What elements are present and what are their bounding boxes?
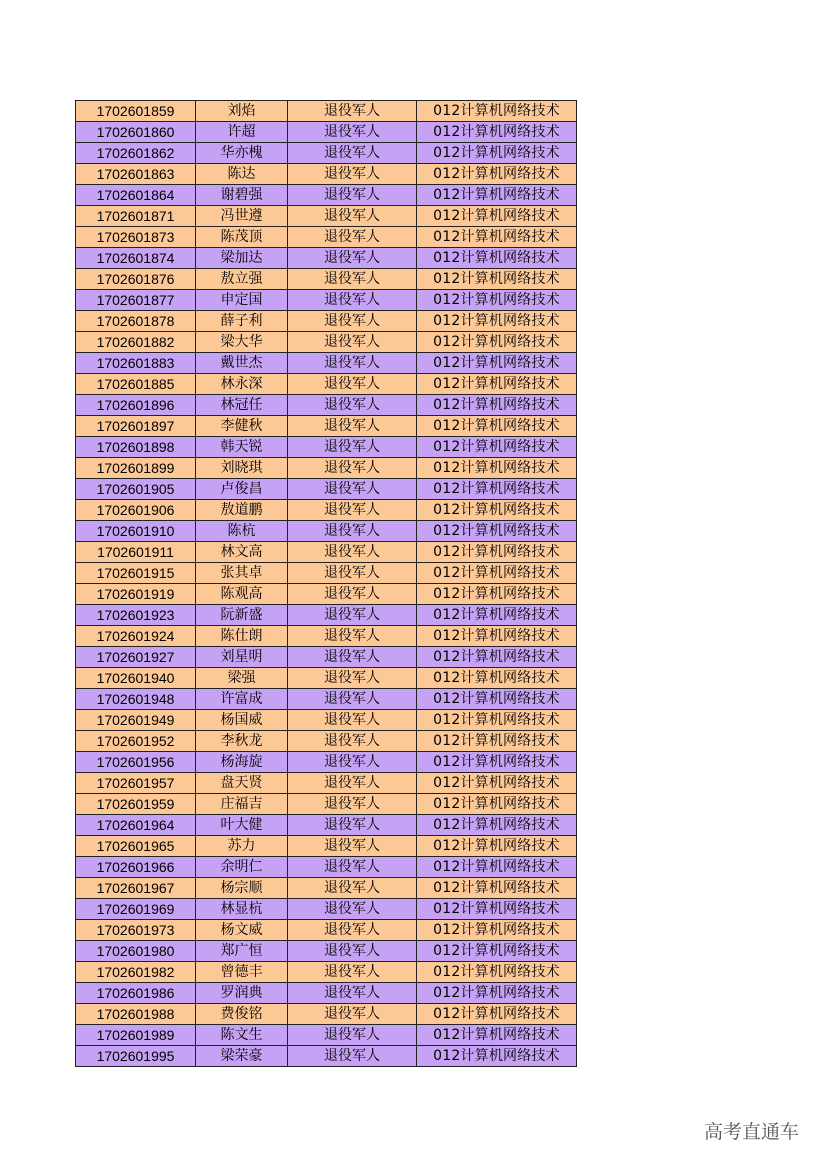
major-cell: 012计算机网络技术 [417,983,577,1003]
student-id-cell: 1702601878 [76,311,196,331]
category-cell: 退役军人 [288,1025,417,1045]
student-name-cell: 余明仁 [196,857,288,877]
student-id-cell: 1702601859 [76,101,196,121]
table-row [76,185,577,206]
student-name-cell: 杨国威 [196,710,288,730]
student-name-cell: 李秋龙 [196,731,288,751]
student-id-cell: 1702601863 [76,164,196,184]
student-id-cell: 1702601969 [76,899,196,919]
table-row [76,941,577,962]
student-name-cell: 刘星明 [196,647,288,667]
category-cell: 退役军人 [288,563,417,583]
student-id-cell: 1702601973 [76,920,196,940]
major-cell: 012计算机网络技术 [417,857,577,877]
major-cell: 012计算机网络技术 [417,815,577,835]
student-name-cell: 杨文威 [196,920,288,940]
student-name-cell: 阮新盛 [196,605,288,625]
student-name-cell: 谢碧强 [196,185,288,205]
major-cell: 012计算机网络技术 [417,941,577,961]
category-cell: 退役军人 [288,227,417,247]
student-id-cell: 1702601982 [76,962,196,982]
category-cell: 退役军人 [288,374,417,394]
major-cell: 012计算机网络技术 [417,206,577,226]
student-id-cell: 1702601898 [76,437,196,457]
student-id-cell: 1702601919 [76,584,196,604]
student-id-cell: 1702601924 [76,626,196,646]
student-name-cell: 陈杭 [196,521,288,541]
student-id-cell: 1702601882 [76,332,196,352]
table-row [76,353,577,374]
major-cell: 012计算机网络技术 [417,395,577,415]
category-cell: 退役军人 [288,668,417,688]
category-cell: 退役军人 [288,143,417,163]
major-cell: 012计算机网络技术 [417,521,577,541]
major-cell: 012计算机网络技术 [417,290,577,310]
table-row [76,458,577,479]
student-name-cell: 杨海旋 [196,752,288,772]
major-cell: 012计算机网络技术 [417,1046,577,1066]
table-row [76,752,577,773]
major-cell: 012计算机网络技术 [417,689,577,709]
student-id-cell: 1702601877 [76,290,196,310]
student-name-cell: 陈茂顶 [196,227,288,247]
table-row [76,227,577,248]
category-cell: 退役军人 [288,836,417,856]
table-row [76,164,577,185]
student-id-cell: 1702601989 [76,1025,196,1045]
major-cell: 012计算机网络技术 [417,878,577,898]
major-cell: 012计算机网络技术 [417,794,577,814]
category-cell: 退役军人 [288,542,417,562]
major-cell: 012计算机网络技术 [417,332,577,352]
student-name-cell: 梁荣豪 [196,1046,288,1066]
student-name-cell: 韩天锐 [196,437,288,457]
table-row [76,731,577,752]
table-row [76,437,577,458]
category-cell: 退役军人 [288,731,417,751]
student-id-cell: 1702601864 [76,185,196,205]
category-cell: 退役军人 [288,899,417,919]
student-id-cell: 1702601906 [76,500,196,520]
table-row [76,794,577,815]
category-cell: 退役军人 [288,626,417,646]
category-cell: 退役军人 [288,269,417,289]
student-name-cell: 林冠任 [196,395,288,415]
category-cell: 退役军人 [288,101,417,121]
category-cell: 退役军人 [288,752,417,772]
student-id-cell: 1702601959 [76,794,196,814]
student-id-cell: 1702601897 [76,416,196,436]
category-cell: 退役军人 [288,311,417,331]
table-row [76,584,577,605]
student-name-cell: 卢俊昌 [196,479,288,499]
category-cell: 退役军人 [288,983,417,1003]
table-row [76,815,577,836]
major-cell: 012计算机网络技术 [417,269,577,289]
category-cell: 退役军人 [288,458,417,478]
major-cell: 012计算机网络技术 [417,584,577,604]
major-cell: 012计算机网络技术 [417,437,577,457]
student-name-cell: 梁强 [196,668,288,688]
table-row [76,206,577,227]
student-name-cell: 林显杭 [196,899,288,919]
student-id-cell: 1702601899 [76,458,196,478]
student-name-cell: 盘天贤 [196,773,288,793]
student-id-cell: 1702601980 [76,941,196,961]
category-cell: 退役军人 [288,794,417,814]
major-cell: 012计算机网络技术 [417,500,577,520]
major-cell: 012计算机网络技术 [417,1004,577,1024]
student-id-cell: 1702601896 [76,395,196,415]
major-cell: 012计算机网络技术 [417,731,577,751]
major-cell: 012计算机网络技术 [417,752,577,772]
student-name-cell: 叶大健 [196,815,288,835]
student-name-cell: 申定国 [196,290,288,310]
major-cell: 012计算机网络技术 [417,563,577,583]
category-cell: 退役军人 [288,878,417,898]
major-cell: 012计算机网络技术 [417,374,577,394]
student-id-cell: 1702601923 [76,605,196,625]
category-cell: 退役军人 [288,647,417,667]
category-cell: 退役军人 [288,500,417,520]
table-row [76,563,577,584]
table-row [76,101,577,122]
student-id-cell: 1702601949 [76,710,196,730]
category-cell: 退役军人 [288,521,417,541]
student-id-cell: 1702601905 [76,479,196,499]
category-cell: 退役军人 [288,437,417,457]
student-name-cell: 张其卓 [196,563,288,583]
category-cell: 退役军人 [288,248,417,268]
major-cell: 012计算机网络技术 [417,101,577,121]
category-cell: 退役军人 [288,962,417,982]
table-row [76,1025,577,1046]
student-name-cell: 刘晓琪 [196,458,288,478]
student-name-cell: 郑广恒 [196,941,288,961]
category-cell: 退役军人 [288,1004,417,1024]
student-name-cell: 罗润典 [196,983,288,1003]
major-cell: 012计算机网络技术 [417,311,577,331]
category-cell: 退役军人 [288,395,417,415]
category-cell: 退役军人 [288,353,417,373]
table-row [76,605,577,626]
student-id-cell: 1702601988 [76,1004,196,1024]
table-row [76,416,577,437]
student-id-cell: 1702601940 [76,668,196,688]
table-row [76,143,577,164]
table-row [76,122,577,143]
student-name-cell: 陈文生 [196,1025,288,1045]
student-id-cell: 1702601885 [76,374,196,394]
category-cell: 退役军人 [288,290,417,310]
student-name-cell: 曾德丰 [196,962,288,982]
student-id-cell: 1702601948 [76,689,196,709]
table-row [76,836,577,857]
student-name-cell: 林永深 [196,374,288,394]
table-row [76,920,577,941]
major-cell: 012计算机网络技术 [417,710,577,730]
category-cell: 退役军人 [288,164,417,184]
major-cell: 012计算机网络技术 [417,227,577,247]
student-name-cell: 林文高 [196,542,288,562]
category-cell: 退役军人 [288,416,417,436]
student-name-cell: 戴世杰 [196,353,288,373]
category-cell: 退役军人 [288,689,417,709]
student-name-cell: 刘焰 [196,101,288,121]
student-id-cell: 1702601873 [76,227,196,247]
student-name-cell: 庄福吉 [196,794,288,814]
table-row [76,1004,577,1025]
table-row [76,248,577,269]
major-cell: 012计算机网络技术 [417,668,577,688]
major-cell: 012计算机网络技术 [417,605,577,625]
major-cell: 012计算机网络技术 [417,416,577,436]
student-name-cell: 华亦槐 [196,143,288,163]
category-cell: 退役军人 [288,332,417,352]
table-row [76,857,577,878]
table-row [76,668,577,689]
major-cell: 012计算机网络技术 [417,962,577,982]
major-cell: 012计算机网络技术 [417,1025,577,1045]
student-id-cell: 1702601874 [76,248,196,268]
category-cell: 退役军人 [288,815,417,835]
student-name-cell: 许超 [196,122,288,142]
student-id-cell: 1702601915 [76,563,196,583]
student-name-cell: 杨宗顺 [196,878,288,898]
table-row [76,878,577,899]
major-cell: 012计算机网络技术 [417,899,577,919]
category-cell: 退役军人 [288,920,417,940]
student-id-cell: 1702601952 [76,731,196,751]
table-row [76,290,577,311]
student-id-cell: 1702601957 [76,773,196,793]
table-row [76,542,577,563]
student-id-cell: 1702601876 [76,269,196,289]
student-id-cell: 1702601862 [76,143,196,163]
major-cell: 012计算机网络技术 [417,626,577,646]
table-row [76,500,577,521]
major-cell: 012计算机网络技术 [417,836,577,856]
table-row [76,773,577,794]
major-cell: 012计算机网络技术 [417,164,577,184]
major-cell: 012计算机网络技术 [417,248,577,268]
table-row [76,647,577,668]
student-id-cell: 1702601860 [76,122,196,142]
table-row [76,689,577,710]
table-row [76,626,577,647]
table-row [76,332,577,353]
student-id-cell: 1702601910 [76,521,196,541]
major-cell: 012计算机网络技术 [417,143,577,163]
category-cell: 退役军人 [288,185,417,205]
student-id-cell: 1702601871 [76,206,196,226]
student-name-cell: 冯世遵 [196,206,288,226]
student-name-cell: 苏力 [196,836,288,856]
major-cell: 012计算机网络技术 [417,458,577,478]
major-cell: 012计算机网络技术 [417,185,577,205]
major-cell: 012计算机网络技术 [417,479,577,499]
student-name-cell: 敖道鹏 [196,500,288,520]
student-id-cell: 1702601911 [76,542,196,562]
category-cell: 退役军人 [288,479,417,499]
student-id-cell: 1702601966 [76,857,196,877]
category-cell: 退役军人 [288,857,417,877]
major-cell: 012计算机网络技术 [417,353,577,373]
major-cell: 012计算机网络技术 [417,647,577,667]
table-row [76,374,577,395]
student-name-cell: 梁大华 [196,332,288,352]
category-cell: 退役军人 [288,206,417,226]
major-cell: 012计算机网络技术 [417,122,577,142]
table-row [76,269,577,290]
category-cell: 退役军人 [288,941,417,961]
category-cell: 退役军人 [288,584,417,604]
table-row [76,395,577,416]
category-cell: 退役军人 [288,710,417,730]
table-row [76,311,577,332]
table-row [76,710,577,731]
student-name-cell: 薛子利 [196,311,288,331]
student-name-cell: 陈达 [196,164,288,184]
student-name-cell: 费俊铭 [196,1004,288,1024]
major-cell: 012计算机网络技术 [417,920,577,940]
student-name-cell: 陈观高 [196,584,288,604]
student-id-cell: 1702601965 [76,836,196,856]
category-cell: 退役军人 [288,1046,417,1066]
student-id-cell: 1702601967 [76,878,196,898]
student-id-cell: 1702601986 [76,983,196,1003]
student-name-cell: 李健秋 [196,416,288,436]
student-name-cell: 陈仕朗 [196,626,288,646]
student-table [75,100,577,1067]
table-row [76,899,577,920]
student-id-cell: 1702601995 [76,1046,196,1066]
category-cell: 退役军人 [288,122,417,142]
table-row [76,983,577,1004]
student-id-cell: 1702601956 [76,752,196,772]
category-cell: 退役军人 [288,605,417,625]
table-row [76,1046,577,1067]
major-cell: 012计算机网络技术 [417,773,577,793]
table-row [76,521,577,542]
student-name-cell: 梁加达 [196,248,288,268]
category-cell: 退役军人 [288,773,417,793]
student-id-cell: 1702601964 [76,815,196,835]
student-name-cell: 敖立强 [196,269,288,289]
major-cell: 012计算机网络技术 [417,542,577,562]
student-name-cell: 许富成 [196,689,288,709]
table-row [76,479,577,500]
student-id-cell: 1702601883 [76,353,196,373]
table-row [76,962,577,983]
watermark-text: 高考直通车 [703,1121,799,1143]
student-id-cell: 1702601927 [76,647,196,667]
